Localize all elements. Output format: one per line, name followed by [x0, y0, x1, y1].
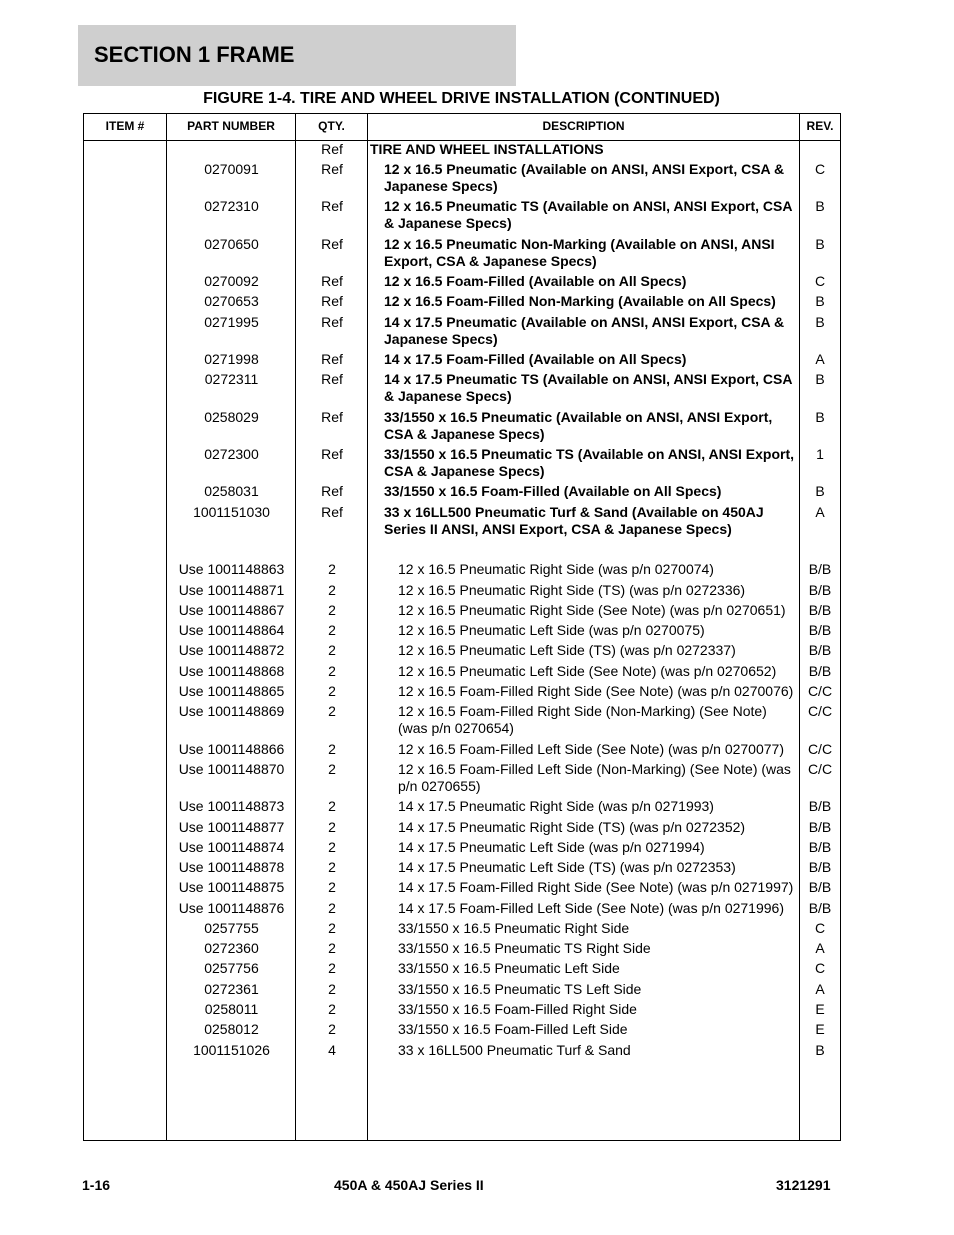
description-cell: 33/1550 x 16.5 Foam-Filled Right Side — [398, 1001, 637, 1017]
part-number-cell: Use 1001148863 — [178, 561, 285, 577]
rev-cell: A — [815, 940, 825, 956]
description-cell: 12 x 16.5 Pneumatic Right Side (See Note) (was p/n 0270651) — [398, 602, 786, 618]
rev-cell: B — [815, 198, 825, 214]
part-number-cell: Use 1001148866 — [178, 741, 285, 757]
qty-cell: 2 — [328, 920, 336, 936]
part-number-cell: Use 1001148877 — [178, 819, 285, 835]
rev-cell: B — [815, 1042, 825, 1058]
rev-cell: B — [815, 293, 825, 309]
qty-cell: 2 — [328, 761, 336, 777]
qty-cell: 2 — [328, 561, 336, 577]
part-number-cell: 0272361 — [204, 981, 259, 997]
description-cell: 33/1550 x 16.5 Pneumatic TS (Available on ANSI, ANSI Export, CSA & Japanese Specs) — [384, 446, 795, 479]
qty-cell: 4 — [328, 1042, 336, 1058]
rev-cell: B/B — [808, 561, 832, 577]
rev-cell: A — [815, 351, 825, 367]
description-cell: 12 x 16.5 Foam-Filled (Available on All Specs) — [384, 273, 687, 289]
part-number-cell: Use 1001148867 — [178, 602, 285, 618]
part-number-cell: 0258012 — [204, 1021, 259, 1037]
qty-cell: 2 — [328, 642, 336, 658]
section-title: SECTION 1 FRAME — [94, 42, 295, 67]
description-cell: 14 x 17.5 Pneumatic Right Side (TS) (was p/n 0272352) — [398, 819, 746, 835]
part-number-cell: 1001151030 — [193, 504, 270, 520]
description-cell: 33 x 16LL500 Pneumatic Turf & Sand — [398, 1042, 631, 1058]
rev-cell: B — [815, 236, 825, 252]
part-number-cell: 0271995 — [204, 314, 259, 330]
description-cell: 12 x 16.5 Pneumatic Left Side (TS) (was p/n 0272337) — [398, 642, 736, 658]
qty-cell: 2 — [328, 819, 336, 835]
rev-cell: C/C — [807, 761, 833, 777]
description-cell: 14 x 17.5 Pneumatic Left Side (TS) (was p/n 0272353) — [398, 859, 736, 875]
rev-cell: E — [815, 1001, 825, 1017]
part-number-cell: 0272311 — [204, 371, 259, 387]
qty-cell: Ref — [321, 273, 343, 289]
rev-cell: C — [814, 920, 826, 936]
qty-cell: Ref — [321, 504, 343, 520]
part-number-cell: 0270653 — [204, 293, 259, 309]
part-number-cell: Use 1001148878 — [178, 859, 285, 875]
parts-table — [83, 113, 841, 1141]
part-number-cell: 0272310 — [204, 198, 259, 214]
description-cell: 14 x 17.5 Foam-Filled Right Side (See Note) (was p/n 0271997) — [398, 879, 794, 895]
rev-cell: B — [815, 371, 825, 387]
qty-cell: 2 — [328, 900, 336, 916]
qty-cell: 2 — [328, 859, 336, 875]
description-cell: 33/1550 x 16.5 Foam-Filled Left Side — [398, 1021, 628, 1037]
header-rev: REV. — [806, 119, 834, 133]
qty-cell: Ref — [321, 141, 343, 157]
qty-cell: Ref — [321, 198, 343, 214]
section-banner — [78, 25, 516, 86]
description-cell: 33/1550 x 16.5 Pneumatic TS Right Side — [398, 940, 651, 956]
rev-cell: C — [814, 161, 826, 177]
description-cell: 12 x 16.5 Foam-Filled Non-Marking (Available on All Specs) — [384, 293, 776, 309]
part-number-cell: 0270650 — [204, 236, 259, 252]
figure-title: FIGURE 1-4. TIRE AND WHEEL DRIVE INSTALLATION (CONTINUED) — [203, 90, 720, 107]
qty-cell: 2 — [328, 960, 336, 976]
description-cell: 12 x 16.5 Foam-Filled Right Side (See Note) (was p/n 0270076) — [398, 683, 794, 699]
part-number-cell: Use 1001148873 — [178, 798, 285, 814]
part-number-cell: Use 1001148868 — [178, 663, 285, 679]
qty-cell: Ref — [321, 351, 343, 367]
rev-cell: A — [815, 504, 825, 520]
rev-cell: B/B — [808, 582, 832, 598]
description-cell: 14 x 17.5 Foam-Filled Left Side (See Note) (was p/n 0271996) — [398, 900, 784, 916]
qty-cell: 2 — [328, 683, 336, 699]
qty-cell: 2 — [328, 879, 336, 895]
rev-cell: B — [815, 409, 825, 425]
rev-cell: B/B — [808, 663, 832, 679]
qty-cell: Ref — [321, 409, 343, 425]
rev-cell: B/B — [808, 642, 832, 658]
description-cell: 12 x 16.5 Foam-Filled Left Side (Non-Marking) (See Note) (was p/n 0270655) — [398, 761, 791, 794]
part-number-cell: Use 1001148872 — [178, 642, 285, 658]
description-cell: 33/1550 x 16.5 Pneumatic Right Side — [398, 920, 630, 936]
rev-cell: A — [815, 981, 825, 997]
description-cell: 14 x 17.5 Pneumatic TS (Available on ANSI, ANSI Export, CSA & Japanese Specs) — [384, 371, 792, 404]
description-cell: 33/1550 x 16.5 Foam-Filled (Available on All Specs) — [384, 483, 722, 499]
qty-cell: 2 — [328, 839, 336, 855]
part-number-cell: Use 1001148864 — [178, 622, 285, 638]
footer-doc-number: 3121291 — [776, 1177, 831, 1193]
rev-cell: B — [815, 483, 825, 499]
rev-cell: B/B — [808, 879, 832, 895]
qty-cell: 2 — [328, 981, 336, 997]
description-cell: 12 x 16.5 Foam-Filled Left Side (See Note) (was p/n 0270077) — [398, 741, 784, 757]
qty-cell: 2 — [328, 663, 336, 679]
part-number-cell: 0258011 — [204, 1001, 259, 1017]
qty-cell: Ref — [321, 371, 343, 387]
part-number-cell: 0270092 — [204, 273, 259, 289]
qty-cell: 2 — [328, 622, 336, 638]
part-number-cell: 0272300 — [204, 446, 259, 462]
rev-cell: B/B — [808, 900, 832, 916]
header-qty: QTY. — [318, 119, 345, 133]
part-number-cell: 0258029 — [204, 409, 259, 425]
part-number-cell: 0270091 — [204, 161, 259, 177]
footer-page-number: 1-16 — [82, 1177, 111, 1193]
part-number-cell: 0258031 — [204, 483, 259, 499]
rev-cell: C — [814, 960, 826, 976]
qty-cell: Ref — [321, 236, 343, 252]
rev-cell: B — [815, 314, 825, 330]
part-number-cell: 0257756 — [204, 960, 259, 976]
rev-cell: C — [814, 273, 826, 289]
description-cell: 33/1550 x 16.5 Pneumatic (Available on ANSI, ANSI Export, CSA & Japanese Specs) — [384, 409, 773, 442]
qty-cell: Ref — [321, 446, 343, 462]
qty-cell: 2 — [328, 940, 336, 956]
qty-cell: 2 — [328, 1001, 336, 1017]
description-cell: 12 x 16.5 Pneumatic Left Side (was p/n 0270075) — [398, 622, 705, 638]
qty-cell: 2 — [328, 741, 336, 757]
part-number-cell: Use 1001148865 — [178, 683, 285, 699]
rev-cell: E — [815, 1021, 825, 1037]
description-cell: 14 x 17.5 Pneumatic Left Side (was p/n 0271994) — [398, 839, 705, 855]
qty-cell: Ref — [321, 314, 343, 330]
rev-cell: B/B — [808, 602, 832, 618]
header-description: DESCRIPTION — [542, 119, 625, 133]
qty-cell: Ref — [321, 161, 343, 177]
part-number-cell: Use 1001148870 — [178, 761, 285, 777]
description-cell: 12 x 16.5 Pneumatic Non-Marking (Available on ANSI, ANSI Export, CSA & Japanese Specs) — [384, 236, 775, 269]
qty-cell: 2 — [328, 602, 336, 618]
part-number-cell: 0272360 — [204, 940, 259, 956]
description-cell: 12 x 16.5 Pneumatic (Available on ANSI, ANSI Export, CSA & Japanese Specs) — [384, 161, 785, 194]
header-part-number: PART NUMBER — [187, 119, 275, 133]
part-number-cell: Use 1001148876 — [178, 900, 285, 916]
rev-cell: B/B — [808, 819, 832, 835]
description-cell: 12 x 16.5 Pneumatic TS (Available on ANSI, ANSI Export, CSA & Japanese Specs) — [384, 198, 792, 231]
description-cell: 33/1550 x 16.5 Pneumatic TS Left Side — [398, 981, 642, 997]
part-number-cell: Use 1001148875 — [178, 879, 285, 895]
description-cell: 12 x 16.5 Pneumatic Right Side (was p/n 0270074) — [398, 561, 714, 577]
rev-cell: C/C — [807, 703, 833, 719]
qty-cell: Ref — [321, 483, 343, 499]
rev-cell: C/C — [807, 741, 833, 757]
qty-cell: Ref — [321, 293, 343, 309]
description-cell: 33 x 16LL500 Pneumatic Turf & Sand (Available on 450AJ Series II ANSI, ANSI Export, CSA & Japanese Specs) — [384, 504, 764, 537]
description-cell: 14 x 17.5 Pneumatic Right Side (was p/n 0271993) — [398, 798, 714, 814]
part-number-cell: 1001151026 — [193, 1042, 270, 1058]
part-number-cell: Use 1001148869 — [178, 703, 285, 719]
part-number-cell: Use 1001148871 — [178, 582, 285, 598]
description-cell: TIRE AND WHEEL INSTALLATIONS — [370, 141, 604, 157]
rev-cell: B/B — [808, 798, 832, 814]
header-item: ITEM # — [105, 119, 145, 133]
description-cell: 14 x 17.5 Pneumatic (Available on ANSI, ANSI Export, CSA & Japanese Specs) — [384, 314, 785, 347]
part-number-cell: Use 1001148874 — [178, 839, 285, 855]
rev-cell: B/B — [808, 859, 832, 875]
footer-model: 450A & 450AJ Series II — [334, 1177, 484, 1193]
qty-cell: 2 — [328, 798, 336, 814]
part-number-cell: 0257755 — [204, 920, 259, 936]
qty-cell: 2 — [328, 703, 336, 719]
description-cell: 12 x 16.5 Pneumatic Right Side (TS) (was p/n 0272336) — [398, 582, 746, 598]
description-cell: 12 x 16.5 Pneumatic Left Side (See Note) (was p/n 0270652) — [398, 663, 777, 679]
rev-cell: B/B — [808, 839, 832, 855]
rev-cell: B/B — [808, 622, 832, 638]
qty-cell: 2 — [328, 582, 336, 598]
rev-cell: C/C — [807, 683, 833, 699]
rev-cell: 1 — [816, 446, 824, 462]
qty-cell: 2 — [328, 1021, 336, 1037]
part-number-cell: 0271998 — [204, 351, 259, 367]
description-cell: 14 x 17.5 Foam-Filled (Available on All Specs) — [384, 351, 687, 367]
description-cell: 12 x 16.5 Foam-Filled Right Side (Non-Marking) (See Note) (was p/n 0270654) — [398, 703, 767, 736]
description-cell: 33/1550 x 16.5 Pneumatic Left Side — [398, 960, 620, 976]
